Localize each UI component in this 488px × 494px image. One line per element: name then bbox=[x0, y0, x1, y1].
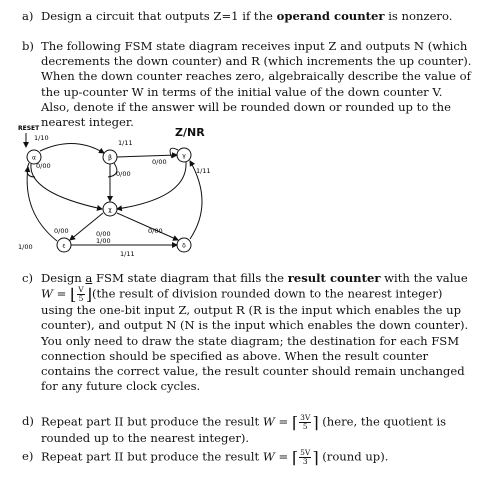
part-d-label: d) bbox=[22, 414, 34, 428]
part-b-text: The following FSM state diagram receives input Z and outputs N (which decrements the down counter) and R (which increments the up counter). When the down counter reaches zero, algebraically describe the value of the up-counter W in terms of the initial value of the down counter V. Also, denote if the answer will be rounded down or rounded up to the nearest integer. bbox=[41, 39, 472, 130]
part-a-bold: operand counter bbox=[276, 9, 385, 23]
part-c-label: c) bbox=[22, 271, 34, 285]
part-a-text-2: is nonzero. bbox=[384, 9, 453, 23]
part-e-frac-num: 5V bbox=[300, 448, 311, 457]
part-d-text-1: Repeat part II but produce the result bbox=[41, 414, 263, 429]
part-d-frac-num: 3V bbox=[300, 413, 311, 422]
part-c: c) Design a FSM state diagram that fills the result counter with the value W = ⌊ $\frac{V}{5}$ ⌋(the result of division rounded down to the nearest integer) using the one-bit input Z, output R (R is the input which enables the up counter), and output N (N is the input which enables the down counter). You only need to draw the state diagram; the destination for each FSM connection should be specified as above. When the result counter contains the correct value, the result counter should remain unchanged for any future clock cycles. bbox=[22, 271, 469, 394]
label-beta-self: 0/00 bbox=[116, 170, 131, 178]
part-c-text-1: Design bbox=[41, 271, 86, 285]
part-c-formula-lhs: W = bbox=[41, 286, 71, 301]
part-c-text-3: with the value bbox=[380, 271, 468, 285]
label-alpha-beta: 1/11 bbox=[118, 139, 133, 147]
part-c-frac-num: V bbox=[78, 285, 84, 295]
edge-alpha-chi bbox=[31, 164, 102, 209]
label-chi-sub: 0/00 bbox=[96, 230, 111, 238]
part-d-formula-lhs: W = bbox=[262, 414, 292, 429]
part-c-frac-den: 5 bbox=[78, 294, 84, 304]
reset-label: RESET bbox=[18, 125, 40, 132]
state-beta-label: β bbox=[108, 154, 112, 162]
label-reset-alpha: 1/10 bbox=[34, 134, 49, 142]
part-a-text-1: Design a circuit that outputs Z=1 if the bbox=[41, 9, 277, 23]
edge-alpha-beta bbox=[40, 143, 104, 153]
label-gamma-self: 1/11 bbox=[196, 167, 211, 175]
label-eps-delta: 1/11 bbox=[120, 250, 135, 258]
part-e-text-1: Repeat part II but produce the result bbox=[41, 449, 263, 464]
label-eps-self: 1/00 bbox=[18, 243, 33, 251]
part-b-label: b) bbox=[22, 39, 34, 53]
part-a-label: a) bbox=[22, 9, 34, 23]
fsm-state-diagram bbox=[18, 123, 218, 263]
part-e-frac-den: 3 bbox=[302, 457, 308, 466]
part-d: d) Repeat part II but produce the result W = ⌈ $\frac{3V}{5}$ ⌉ (here, the quotient is rounded up to the nearest integer). bbox=[22, 412, 447, 445]
part-e-formula-lhs: W = bbox=[262, 449, 292, 464]
state-eps-label: ε bbox=[62, 242, 66, 250]
label-beta-gamma: 0/00 bbox=[152, 158, 167, 166]
part-a bbox=[22, 9, 474, 24]
state-delta-label: δ bbox=[182, 242, 186, 250]
part-b bbox=[22, 39, 472, 130]
state-alpha-label: α bbox=[32, 154, 36, 162]
part-c-text-2: FSM state diagram that fills the bbox=[92, 271, 288, 285]
label-chi-eps: 1/00 bbox=[96, 237, 111, 245]
label-chi-delta: 0/00 bbox=[148, 227, 163, 235]
part-e: e) Repeat part II but produce the result W = ⌈ $\frac{5V}{3}$ ⌉ (round up). bbox=[22, 447, 389, 467]
label-eps-chi: 0/00 bbox=[54, 227, 69, 235]
part-c-text-4: (the result of division rounded down to the nearest integer) using the one-bit input Z, output R (R is the input which enables the up counter), and output N (N is the input which enables the down counter). You only need to draw the state diagram; the destination for each FSM connection should be specified as above. When the result counter contains the correct value, the result counter should remain unchanged for any future clock cycles. bbox=[41, 286, 469, 394]
diagram-header: Z/NR bbox=[175, 126, 205, 139]
part-e-fraction bbox=[299, 449, 311, 466]
part-d-fraction bbox=[299, 414, 311, 431]
part-d-text-2: (here, the quotient is rounded up to the nearest integer). bbox=[41, 414, 447, 445]
edge-eps-alpha bbox=[27, 167, 57, 241]
part-d-frac-den: 5 bbox=[302, 422, 308, 431]
part-e-text-2: (round up). bbox=[318, 449, 389, 464]
label-alpha-self: 0/00 bbox=[36, 162, 51, 170]
state-gamma-label: γ bbox=[182, 152, 186, 160]
state-chi-label: χ bbox=[108, 206, 112, 214]
part-c-fraction bbox=[77, 286, 84, 303]
part-e-label: e) bbox=[22, 449, 34, 463]
part-c-a-word: a bbox=[85, 271, 93, 285]
part-c-bold: result counter bbox=[287, 271, 381, 285]
edge-beta-gamma bbox=[117, 155, 177, 157]
